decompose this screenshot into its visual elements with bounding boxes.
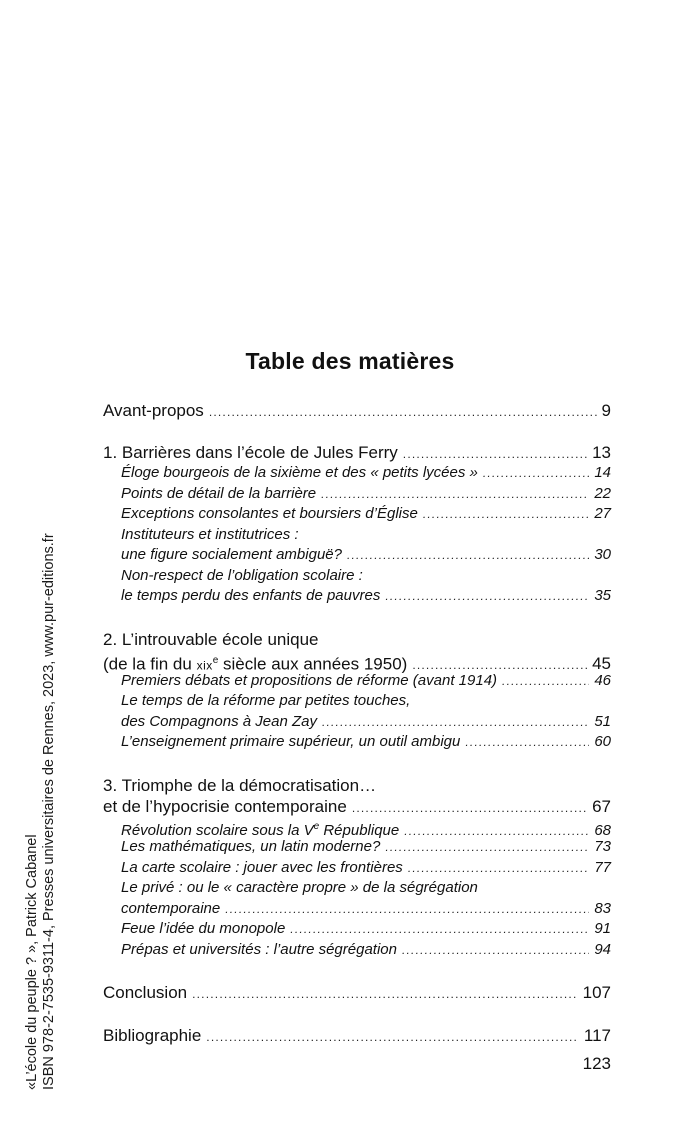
toc-section-line[interactable]: Non-respect de l’obligation scolaire : (121, 566, 363, 584)
dot-leader (402, 940, 589, 961)
toc-section-line[interactable]: Le privé : ou le « caractère propre » de la ségrégation (121, 879, 478, 896)
toc-section[interactable] (103, 463, 611, 484)
dot-leader (321, 484, 589, 505)
toc-entry-avant-propos[interactable] (103, 400, 611, 421)
toc-entry-page: 46 (594, 671, 611, 689)
toc-chapter-3-line[interactable]: 3. Triomphe de la démocratisation… (103, 775, 377, 795)
dot-leader (502, 671, 589, 692)
toc-entry-label: et de l’hypocrisie contemporaine (103, 796, 347, 816)
toc-entry-page: 77 (594, 858, 611, 876)
dot-leader (483, 463, 589, 484)
toc-section[interactable] (103, 940, 611, 961)
dot-leader (225, 899, 589, 920)
toc-entry-label: La carte scolaire : jouer avec les frontières (121, 858, 403, 876)
toc-section[interactable] (103, 837, 611, 858)
toc-entry-label: une figure socialement ambiguë? (121, 546, 342, 563)
toc-entry-label: L’enseignement primaire supérieur, un outil ambigu (121, 733, 461, 750)
toc-entry-page: 68 (594, 821, 611, 839)
toc-entry-page: 91 (594, 920, 611, 937)
toc-entry-label: Exceptions consolantes et boursiers d’Église (121, 505, 418, 522)
toc-entry-page: 13 (592, 443, 611, 462)
table-of-contents (103, 400, 611, 1046)
dot-leader (209, 402, 597, 423)
toc-entry-page: 94 (594, 940, 611, 958)
toc-chapter-2[interactable] (103, 650, 611, 674)
dot-leader (385, 586, 589, 607)
toc-entry-label: Premiers débats et propositions de réforme (avant 1914) (121, 671, 498, 689)
toc-entry-label: le temps perdu des enfants de pauvres (121, 587, 381, 604)
toc-section[interactable] (103, 545, 611, 566)
dot-leader (385, 837, 589, 858)
toc-entry-label: contemporaine (121, 899, 221, 917)
page-number: 123 (582, 1054, 611, 1073)
toc-entry-label: Avant-propos (103, 401, 204, 420)
toc-section[interactable] (103, 504, 611, 525)
toc-entry-label: Révolution scolaire sous la Ve République (121, 820, 400, 839)
toc-section[interactable] (103, 671, 611, 692)
toc-entry-label: (de la fin du xix$^e$ siècle aux années 1950) (103, 654, 408, 674)
toc-entry-page: 73 (594, 838, 611, 855)
toc-entry-label: Points de détail de la barrière (121, 484, 317, 502)
toc-entry-conclusion[interactable] (103, 982, 611, 1003)
toc-section[interactable] (103, 712, 611, 733)
toc-entry-page: 67 (592, 796, 611, 816)
toc-entry-label: Les mathématiques, un latin moderne? (121, 838, 381, 855)
toc-entry-page: 14 (594, 464, 611, 481)
toc-section[interactable] (103, 858, 611, 879)
toc-section-line[interactable]: Le temps de la réforme par petites touches, (121, 692, 411, 709)
toc-section[interactable] (103, 484, 611, 505)
dot-leader (347, 545, 589, 566)
toc-chapter-2-line[interactable]: 2. L’introuvable école unique (103, 629, 319, 649)
toc-entry-page: 107 (582, 983, 611, 1002)
toc-entry-bibliographie[interactable] (103, 1025, 611, 1046)
toc-section[interactable] (103, 732, 611, 753)
toc-entry-label: des Compagnons à Jean Zay (121, 712, 317, 730)
toc-section[interactable] (103, 817, 611, 838)
toc-entry-page: 60 (594, 733, 611, 750)
toc-entry-page: 22 (594, 484, 611, 502)
toc-chapter-3[interactable] (103, 796, 611, 817)
toc-section[interactable] (103, 919, 611, 940)
toc-entry-page: 35 (594, 587, 611, 604)
toc-section[interactable] (103, 899, 611, 920)
toc-entry-page: 27 (594, 505, 611, 522)
century-roman: xix (196, 658, 213, 673)
toc-entry-label: Éloge bourgeois de la sixième et des « petits lycées » (121, 464, 478, 481)
dot-leader (403, 444, 587, 465)
dot-leader (322, 712, 589, 733)
dot-leader (192, 984, 578, 1005)
toc-section[interactable] (103, 586, 611, 607)
toc-entry-label: Feue l’idée du monopole (121, 920, 286, 937)
dot-leader (423, 504, 589, 525)
dot-leader (206, 1027, 579, 1048)
side-credit-line-2: ISBN 978-2-7535-9311-4, Presses universitaires de Rennes, 2023, www.pur-editions.fr (41, 533, 57, 1090)
dot-leader (352, 798, 587, 819)
toc-entry-label: 1. Barrières dans l’école de Jules Ferry (103, 443, 398, 462)
toc-entry-label: Conclusion (103, 983, 188, 1002)
page-title: Table des matières (245, 348, 455, 374)
dot-leader (408, 858, 590, 879)
toc-entry-label: Bibliographie (103, 1026, 202, 1045)
toc-chapter-1[interactable] (103, 442, 611, 463)
toc-entry-page: 83 (594, 899, 611, 917)
side-credit-line-1: «L’école du peuple ? », Patrick Cabanel (24, 834, 40, 1090)
toc-entry-page: 9 (601, 401, 611, 420)
side-credit (24, 490, 58, 1090)
dot-leader (465, 732, 589, 753)
toc-entry-page: 117 (583, 1026, 611, 1045)
dot-leader (290, 919, 589, 940)
toc-entry-page: 30 (594, 546, 611, 563)
toc-entry-label: Prépas et universités : l’autre ségrégation (121, 940, 397, 958)
toc-entry-page: 51 (594, 712, 611, 730)
toc-entry-page: 45 (592, 654, 611, 674)
toc-section-line[interactable]: Instituteurs et institutrices : (121, 525, 299, 543)
